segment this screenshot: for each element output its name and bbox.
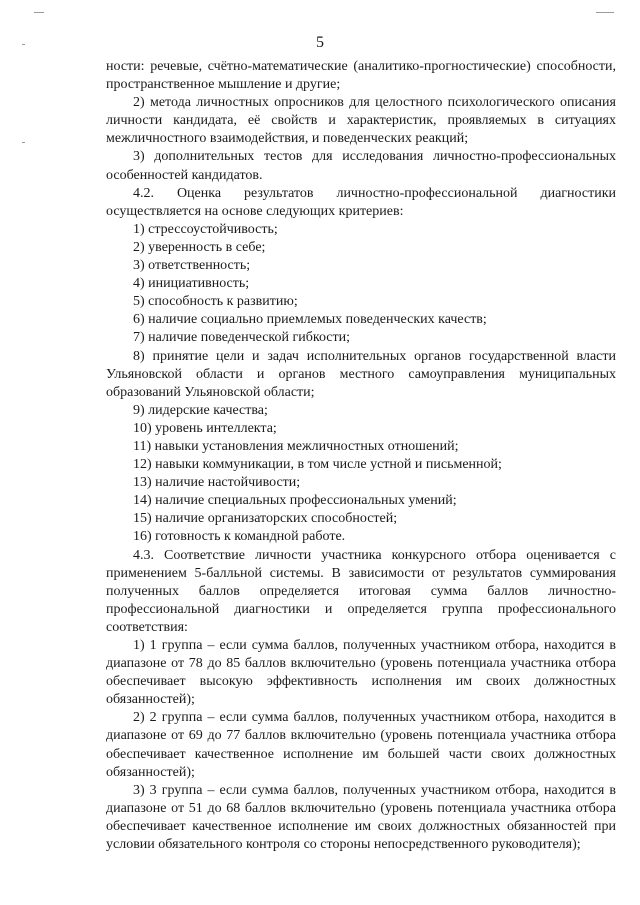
- paragraph-section-4-2: 4.2. Оценка результатов личностно-профессиональной диагностики осуществляется на основе следующих критериев:: [106, 185, 616, 219]
- group-item-3: 3) 3 группа – если сумма баллов, полученных участником отбора, находится в диапазоне от 51 до 68 баллов включительно (уровень потенциала участника отбора обеспечивает качественное исполнение им своих должностных обязанностей при условии обязательного контроля со стороны непосредственного руководителя);: [106, 782, 616, 853]
- paragraph-personality-questionnaires: 2) метода личностных опросников для целостного психологического описания личности кандидата, её свойств и характеристик, проявляемых в ситуациях межличностного взаимодействия, и поведенческих реакций;: [106, 95, 616, 147]
- group-item-1: 1) 1 группа – если сумма баллов, полученных участником отбора, находится в диапазоне от 78 до 85 баллов включительно (уровень потенциала участника отбора обеспечивает высокую эффективность исполнения им своих должностных обязанностей);: [106, 638, 616, 708]
- paragraph-additional-tests: 3) дополнительных тестов для исследования личностно-профессиональных особенностей кандидатов.: [106, 149, 616, 183]
- criterion-item: 16) готовность к командной работе.: [133, 529, 346, 545]
- document-body: [106, 58, 616, 854]
- criterion-item: 1) стрессоустойчивость;: [133, 221, 278, 237]
- criterion-item: 14) наличие специальных профессиональных умений;: [133, 493, 457, 509]
- scan-mark-left-2: [22, 142, 25, 143]
- criterion-item: 9) лидерские качества;: [133, 402, 268, 418]
- paragraph-section-4-3: 4.3. Соответствие личности участника конкурсного отбора оценивается с применением 5-балльной системы. В зависимости от результатов суммирования полученных баллов определяется итоговая сумма баллов личностно-профессиональной диагностики и определяется группа профессионального соответствия:: [106, 547, 616, 635]
- criterion-item: 10) уровень интеллекта;: [133, 420, 277, 436]
- criterion-item: 6) наличие социально приемлемых поведенческих качеств;: [133, 312, 487, 328]
- group-item-2: 2) 2 группа – если сумма баллов, полученных участником отбора, находится в диапазоне от 69 до 77 баллов включительно (уровень потенциала участника отбора обеспечивает качественное исполнение им большей части своих должностных обязанностей);: [106, 710, 616, 780]
- criterion-item: 13) наличие настойчивости;: [133, 475, 301, 491]
- criterion-item: 7) наличие поведенческой гибкости;: [133, 330, 351, 346]
- criterion-item: 11) навыки установления межличностных отношений;: [133, 438, 459, 454]
- criterion-item: 2) уверенность в себе;: [133, 239, 266, 255]
- criterion-item: 4) инициативность;: [133, 276, 250, 292]
- scan-mark-top-right: [596, 12, 614, 13]
- paragraph-abilities-continuation: ности: речевые, счётно-математические (аналитико-прогностические) способности, пространственное мышление и другие;: [106, 59, 616, 93]
- criterion-item-8: 8) принятие цели и задач исполнительных органов государственной власти Ульяновской области и органов местного самоуправления муниципальных образований Ульяновской области;: [106, 348, 616, 400]
- scan-mark-top-left: [34, 12, 44, 13]
- criterion-item: 5) способность к развитию;: [133, 294, 298, 310]
- criterion-item: 12) навыки коммуникации, в том числе устной и письменной;: [133, 457, 502, 473]
- page-number: 5: [316, 34, 324, 51]
- criterion-item: 3) ответственность;: [133, 258, 251, 274]
- criterion-item: 15) наличие организаторских способностей;: [133, 511, 398, 527]
